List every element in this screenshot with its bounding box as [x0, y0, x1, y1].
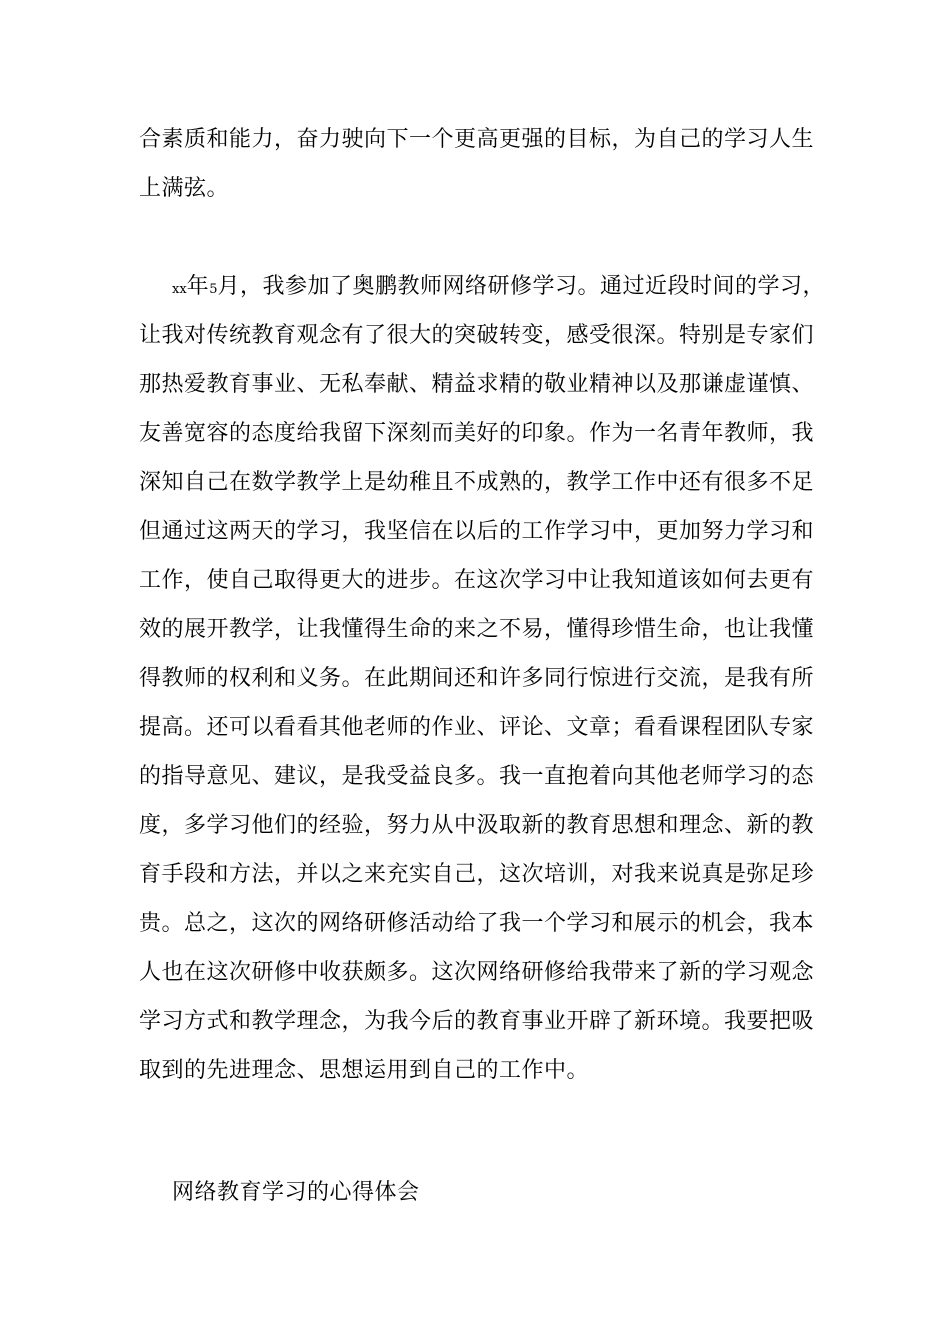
paragraph-2-line: 得教师的权利和义务。在此期间还和许多同行惊进行交流，是我有所 — [139, 666, 815, 691]
paragraph-2-line: 的指导意见、建议，是我受益良多。我一直抱着向其他老师学习的态 — [139, 764, 815, 789]
paragraph-2-line: 人也在这次研修中收获颇多。这次网络研修给我带来了新的学习观念 — [139, 960, 815, 985]
paragraph-1-line-2: 上满弦。 — [139, 176, 230, 201]
paragraph-2-line: 提高。还可以看看其他老师的作业、评论、文章；看看课程团队专家 — [139, 715, 815, 740]
paragraph-2-line: 效的展开教学，让我懂得生命的来之不易，懂得珍惜生命，也让我懂 — [139, 617, 815, 642]
paragraph-2-line: 度，多学习他们的经验，努力从中汲取新的教育思想和理念、新的教 — [139, 813, 815, 838]
paragraph-2-line: 贵。总之，这次的网络研修活动给了我一个学习和展示的机会，我本 — [139, 911, 815, 936]
paragraph-2-line: 让我对传统教育观念有了很大的突破转变，感受很深。特别是专家们 — [139, 323, 815, 348]
paragraph-2-line-1 — [172, 274, 825, 303]
paragraph-2-line: 友善宽容的态度给我留下深刻而美好的印象。作为一名青年教师，我 — [139, 421, 815, 446]
year-char: 年 — [186, 274, 210, 299]
paragraph-2-line: 学习方式和教学理念，为我今后的教育事业开辟了新环境。我要把吸 — [139, 1009, 815, 1034]
paragraph-2-line: 工作，使自己取得更大的进步。在这次学习中让我知道该如何去更有 — [139, 568, 815, 593]
paragraph-2-line: 深知自己在数学教学上是幼稚且不成熟的，教学工作中还有很多不足 — [139, 470, 815, 495]
year-prefix: xx — [172, 282, 187, 297]
paragraph-1-line-1: 合素质和能力，奋力驶向下一个更高更强的目标，为自己的学习人生 — [139, 127, 815, 152]
month-number: 5 — [209, 282, 218, 297]
paragraph-2-line: 但通过这两天的学习，我坚信在以后的工作学习中，更加努力学习和 — [139, 519, 815, 544]
section-heading: 网络教育学习的心得体会 — [172, 1180, 420, 1205]
paragraph-2-line: 取到的先进理念、思想运用到自己的工作中。 — [139, 1058, 590, 1083]
paragraph-2-line: 那热爱教育事业、无私奉献、精益求精的敬业精神以及那谦虚谨慎、 — [139, 372, 815, 397]
paragraph-2-line: 育手段和方法，并以之来充实自己，这次培训，对我来说真是弥足珍 — [139, 862, 815, 887]
paragraph-2-line-1-rest: 月，我参加了奥鹏教师网络研修学习。通过近段时间的学习， — [217, 274, 825, 299]
